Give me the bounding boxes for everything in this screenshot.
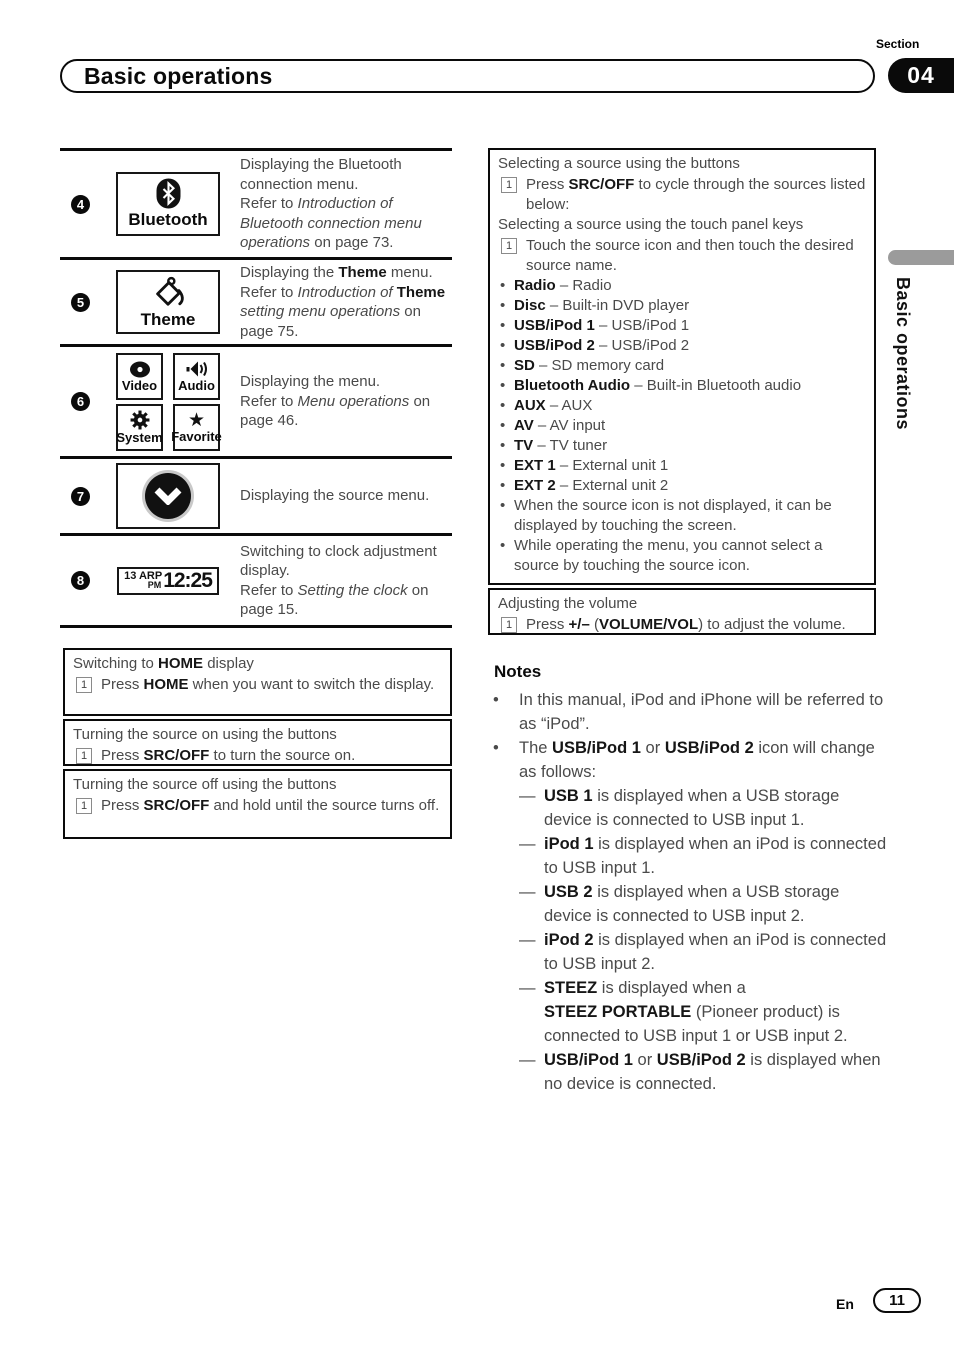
note-sub-item — [519, 1048, 888, 1096]
note-sub-text: STEEZ is displayed when a STEEZ PORTABLE (Pioneer product) is connected to USB input 1 or USB input 2. — [544, 979, 848, 1045]
item-number-badge: 4 — [71, 195, 90, 214]
item-number-badge: 8 — [71, 571, 90, 590]
table-row — [60, 257, 452, 344]
table-row — [60, 344, 452, 456]
page-title-box — [60, 59, 875, 93]
step-number: 1 — [76, 748, 92, 764]
section-number: 04 — [907, 62, 935, 88]
dash-marker: — — [519, 1051, 536, 1069]
step-text: Press HOME when you want to switch the display. — [101, 676, 435, 693]
home-display-box — [63, 648, 452, 716]
gear-icon — [130, 410, 150, 430]
dash-marker: — — [519, 979, 536, 997]
step-number: 1 — [501, 238, 517, 254]
dash-marker: — — [519, 883, 536, 901]
dash-marker: — — [519, 787, 536, 805]
list-item — [498, 296, 866, 316]
box-heading: Turning the source off using the buttons — [73, 776, 337, 793]
video-key-illustration — [116, 353, 163, 400]
bluetooth-button-illustration — [116, 172, 220, 236]
step — [498, 175, 866, 215]
disc-icon — [129, 361, 151, 378]
key-label: Favorite — [171, 429, 222, 444]
bullet-marker: • — [500, 417, 506, 434]
note-sub-item — [519, 976, 888, 1048]
sidebar-tab — [888, 250, 954, 265]
volume-box — [488, 588, 876, 635]
list-item-text: Bluetooth Audio – Built-in Bluetooth audio — [514, 377, 802, 394]
list-item — [498, 416, 866, 436]
step-number: 1 — [501, 177, 517, 193]
clock-display-illustration — [117, 567, 219, 595]
note-sub-text: iPod 1 is displayed when an iPod is connected to USB input 1. — [544, 835, 887, 877]
bullet-marker: • — [500, 397, 506, 414]
step-number: 1 — [501, 617, 517, 633]
box-heading: Selecting a source using the touch panel keys — [498, 216, 804, 233]
item-description: Displaying the Bluetooth connection menu. Refer to Introduction of Bluetooth connection menu operations on page 73. — [240, 156, 422, 252]
section-label: Section — [876, 37, 920, 51]
system-key-illustration — [116, 404, 163, 451]
item-number-badge: 7 — [71, 487, 90, 506]
speaker-icon — [186, 360, 208, 378]
list-item — [498, 496, 866, 536]
section-number-badge — [888, 58, 954, 93]
list-item — [498, 536, 866, 576]
note-sub-item — [519, 832, 888, 880]
step — [498, 236, 866, 276]
list-item — [498, 476, 866, 496]
page-number-badge — [873, 1288, 921, 1313]
note-sub-item — [519, 880, 888, 928]
note-sub-text: USB 1 is displayed when a USB storage device is connected to USB input 1. — [544, 787, 840, 829]
bullet-marker: • — [500, 477, 506, 494]
step-text: Press SRC/OFF and hold until the source turns off. — [101, 797, 440, 814]
audio-key-illustration — [173, 353, 220, 400]
step — [73, 675, 442, 695]
bullet-marker: • — [500, 537, 506, 554]
bullet-marker: • — [493, 691, 499, 709]
item-description: Switching to clock adjustment display. Refer to Setting the clock on page 15. — [240, 542, 437, 618]
item-description: Displaying the source menu. — [240, 487, 430, 505]
step-text: Press SRC/OFF to cycle through the sources listed below: — [526, 176, 866, 213]
key-label: Audio — [178, 378, 215, 393]
bullet-marker: • — [493, 739, 499, 757]
step-text: Press SRC/OFF to turn the source on. — [101, 747, 356, 764]
note-text: In this manual, iPod and iPhone will be referred to as “iPod”. — [519, 691, 884, 733]
source-sections — [498, 154, 866, 276]
star-icon: ★ — [187, 409, 206, 431]
item-description: Displaying the menu. Refer to Menu operations on page 46. — [240, 373, 431, 430]
box-heading: Selecting a source using the buttons — [498, 155, 740, 172]
list-item-text: Disc – Built-in DVD player — [514, 297, 690, 314]
box-heading: Switching to HOME display — [73, 655, 254, 672]
bullet-marker: • — [500, 357, 506, 374]
item-number-badge: 6 — [71, 392, 90, 411]
theme-button-illustration — [116, 270, 220, 334]
key-label: Video — [121, 377, 158, 393]
source-off-box — [63, 769, 452, 839]
clock-ampm: PM — [147, 580, 162, 590]
list-item-text: USB/iPod 2 – USB/iPod 2 — [514, 337, 690, 354]
list-item-text: AV – AV input — [514, 417, 606, 434]
source-list — [498, 276, 866, 576]
step-number: 1 — [76, 798, 92, 814]
bullet-marker: • — [500, 337, 506, 354]
list-item-text: EXT 2 – External unit 2 — [514, 477, 669, 494]
step — [498, 615, 866, 635]
list-item-text: TV – TV tuner — [514, 437, 608, 454]
note-item — [490, 688, 888, 736]
sidebar-section-title: Basic operations — [893, 277, 913, 431]
list-item — [498, 376, 866, 396]
page-title: Basic operations — [84, 62, 273, 89]
source-menu-button-illustration — [116, 463, 220, 529]
step — [73, 746, 442, 766]
list-item-text: EXT 1 – External unit 1 — [514, 457, 669, 474]
notes-list — [490, 688, 888, 1096]
favorite-key-illustration — [173, 404, 220, 451]
table-row — [60, 533, 452, 625]
bullet-marker: • — [500, 377, 506, 394]
list-item-text: Radio – Radio — [514, 277, 612, 294]
step-text: Touch the source icon and then touch the desired source name. — [526, 237, 854, 274]
dash-marker: — — [519, 835, 536, 853]
button-label: Theme — [140, 309, 196, 329]
list-item-text: SD – SD memory card — [514, 357, 665, 374]
bullet-marker: • — [500, 457, 506, 474]
step-text: Press +/– (VOLUME/VOL) to adjust the volume. — [526, 616, 846, 633]
clock-date: 13 ARP — [124, 570, 163, 582]
button-reference-table — [60, 148, 452, 628]
item-description: Displaying the Theme menu. Refer to Introduction of Theme setting menu operations on page 75. — [240, 264, 446, 340]
note-sub-text: USB/iPod 1 or USB/iPod 2 is displayed when no device is connected. — [544, 1051, 881, 1093]
bullet-marker: • — [500, 277, 506, 294]
bluetooth-icon — [156, 178, 181, 209]
step-number: 1 — [76, 677, 92, 693]
list-item — [498, 356, 866, 376]
button-label: Bluetooth — [128, 210, 208, 229]
notes-heading: Notes — [494, 662, 542, 681]
list-item-text: While operating the menu, you cannot select a source by touching the source icon. — [514, 537, 823, 574]
source-selection-box — [488, 148, 876, 585]
dash-marker: — — [519, 931, 536, 949]
list-item-text: When the source icon is not displayed, it can be displayed by touching the screen. — [514, 497, 832, 534]
list-item — [498, 276, 866, 296]
note-sub-text: USB 2 is displayed when a USB storage device is connected to USB input 2. — [544, 883, 840, 925]
list-item — [498, 336, 866, 356]
footer-language: En — [836, 1296, 854, 1312]
paint-bucket-icon — [151, 275, 185, 309]
key-label: System — [116, 430, 163, 445]
bullet-marker: • — [500, 297, 506, 314]
clock-time: 12:25 — [163, 569, 212, 592]
chevron-down-icon — [145, 473, 191, 519]
bullet-marker: • — [500, 317, 506, 334]
note-sub-item — [519, 784, 888, 832]
bullet-marker: • — [500, 497, 506, 514]
list-item — [498, 316, 866, 336]
bullet-marker: • — [500, 437, 506, 454]
note-item — [490, 736, 888, 1096]
list-item — [498, 436, 866, 456]
table-row — [60, 456, 452, 533]
box-heading: Turning the source on using the buttons — [73, 726, 337, 743]
box-heading: Adjusting the volume — [498, 595, 638, 612]
item-number-badge: 5 — [71, 293, 90, 312]
table-row — [60, 148, 452, 257]
list-item-text: AUX – AUX — [514, 397, 593, 414]
list-item — [498, 396, 866, 416]
list-item — [498, 456, 866, 476]
list-item-text: USB/iPod 1 – USB/iPod 1 — [514, 317, 690, 334]
note-sub-text: iPod 2 is displayed when an iPod is connected to USB input 2. — [544, 931, 887, 973]
note-text: The USB/iPod 1 or USB/iPod 2 icon will change as follows: — USB 1 is displayed when a USB storage device is connected to USB input 1. — iPod 1 is displayed when an iPod is connected to USB input 1. — USB 2 is displayed when a USB storage device is connected to USB input 2. — iPod 2 is displayed when an iPod is connected to USB input 2. — STEEZ is displayed when a STEEZ PORTABLE (Pioneer product) is connected to USB input 1 or USB input 2. — USB/iPod 1 or USB/iPod 2 is displayed when no device is connected. — [519, 736, 888, 1096]
step — [73, 796, 442, 816]
page-number: 11 — [889, 1292, 905, 1309]
source-on-box — [63, 719, 452, 766]
note-sub-item — [519, 928, 888, 976]
